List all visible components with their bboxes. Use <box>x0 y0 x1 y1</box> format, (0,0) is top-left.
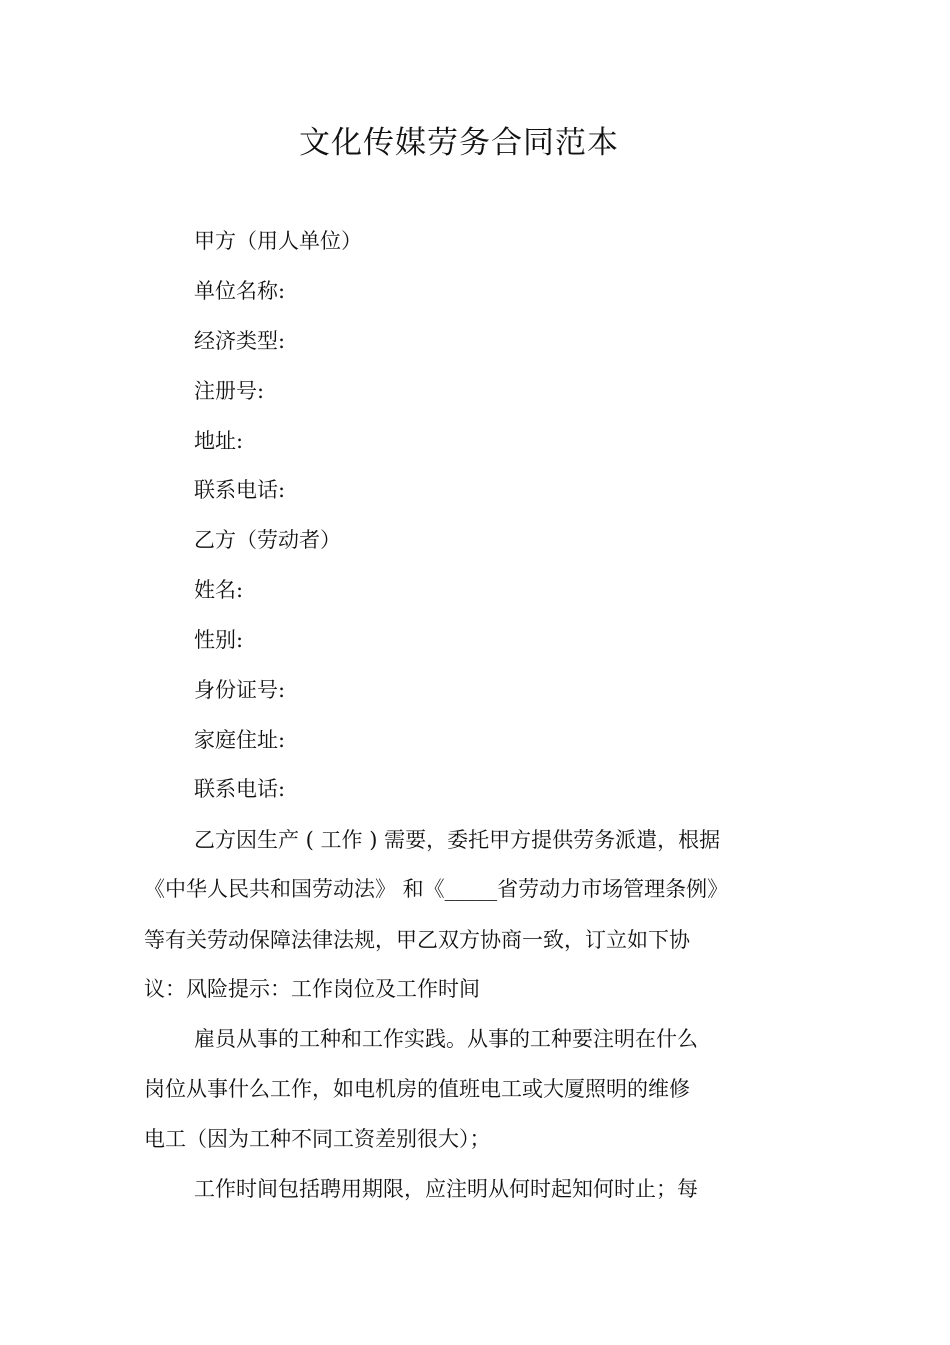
address-label: 地址: <box>194 429 244 453</box>
paragraph-line: 电工（因为工种不同工资差别很大）； <box>144 1127 491 1151</box>
party-b-phone-label: 联系电话: <box>194 777 286 801</box>
name-label: 姓名: <box>194 578 244 602</box>
unit-name-label: 单位名称: <box>194 279 286 303</box>
registration-number-label: 注册号: <box>194 379 265 403</box>
paragraph-line: 雇员从事的工种和工作实践。从事的工种要注明在什么 <box>194 1027 698 1051</box>
gender-label: 性别: <box>194 628 244 652</box>
id-number-label: 身份证号: <box>194 678 286 702</box>
home-address-label: 家庭住址: <box>194 728 286 752</box>
paragraph-line: 岗位从事什么工作，如电机房的值班电工或大厦照明的维修 <box>144 1077 690 1101</box>
party-b-heading: 乙方（劳动者） <box>194 528 341 552</box>
document-title: 文化传媒劳务合同范本 <box>299 125 619 161</box>
party-a-heading: 甲方（用人单位） <box>194 229 362 253</box>
paragraph-line: 工作时间包括聘用期限，应注明从何时起知何时止；每 <box>194 1177 698 1201</box>
paragraph-line: 等有关劳动保障法律法规，甲乙双方协商一致，订立如下协 <box>144 928 690 952</box>
paragraph-line: 《中华人民共和国劳动法》 和《_____省劳动力市场管理条例》 <box>144 877 729 901</box>
party-a-phone-label: 联系电话: <box>194 478 286 502</box>
economic-type-label: 经济类型: <box>194 329 286 353</box>
paragraph-line: 议：风险提示：工作岗位及工作时间 <box>144 977 480 1001</box>
paragraph-line: 乙方因生产 ( 工作 ) 需要，委托甲方提供劳务派遣，根据 <box>194 828 721 852</box>
